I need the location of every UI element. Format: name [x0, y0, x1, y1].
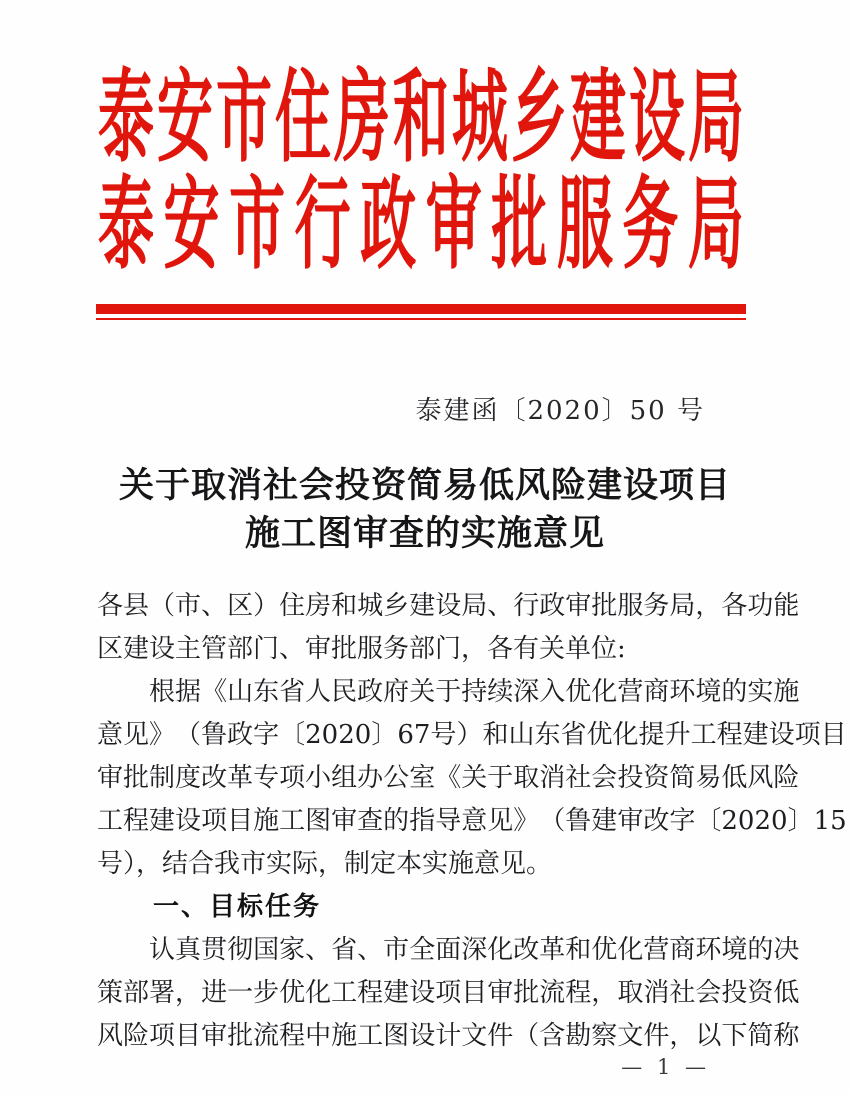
red-separator-bar	[96, 304, 746, 314]
body-line: 风 险 项 目 审 批 流 程 中 施 工 图 设 计 文 件 （ 含 勘 察 文 件 ， 以 下 简 称	[97, 1021, 800, 1051]
red-separator-line	[96, 318, 746, 320]
body-line-salutation: 区建设主管部门、审批服务部门，各有关单位:	[97, 634, 626, 664]
body-line: 认 真 贯 彻 国 家 、 省 、 市 全 面 深 化 改 革 和 优 化 营 商 环 境 的 决	[149, 935, 800, 965]
page-number: — 1 —	[621, 1055, 710, 1079]
letterhead-agency-line-2: 泰 安 市 行 政 审 批 服 务 局	[98, 165, 744, 285]
body-line: 意 见 》 （ 鲁 政 字 〔 2 0 2 0 〕 6 7 号 ） 和 山 东 省 优 化 提 升 工 程 建 设 项 目	[97, 720, 847, 750]
body-line: 审 批 制 度 改 革 专 项 小 组 办 公 室 《 关 于 取 消 社 会 投 资 简 易 低 风 险	[97, 763, 800, 793]
body-line: 根 据 《 山 东 省 人 民 政 府 关 于 持 续 深 入 优 化 营 商 环 境 的 实 施	[149, 677, 800, 707]
document-title-line-2: 施工图审查的实施意见	[244, 513, 605, 554]
letterhead-agency-line-1: 泰 安 市 住 房 和 城 乡 建 设 局	[98, 58, 744, 178]
body-line: 工 程 建 设 项 目 施 工 图 审 查 的 指 导 意 见 》 （ 鲁 建 审 改 字 〔 2 0 2 0 〕 1 5	[97, 806, 847, 836]
body-line-salutation: 各 县 （ 市 、 区 ） 住 房 和 城 乡 建 设 局 、 行 政 审 批 服 务 局 ， 各 功 能	[97, 591, 800, 621]
document-number: 泰建函〔2020〕50 号	[415, 396, 705, 426]
document-title	[0, 462, 850, 558]
section-heading-goals: 一、目标任务	[97, 892, 322, 922]
body-line: 号），结合我市实际，制定本实施意见。	[97, 849, 553, 879]
document-title-line-1: 关于取消社会投资简易低风险建设项目	[118, 465, 731, 506]
document-body	[97, 585, 847, 1058]
body-line: 策 部 署 ， 进 一 步 优 化 工 程 建 设 项 目 审 批 流 程 ， 取 消 社 会 投 资 低	[97, 978, 800, 1008]
